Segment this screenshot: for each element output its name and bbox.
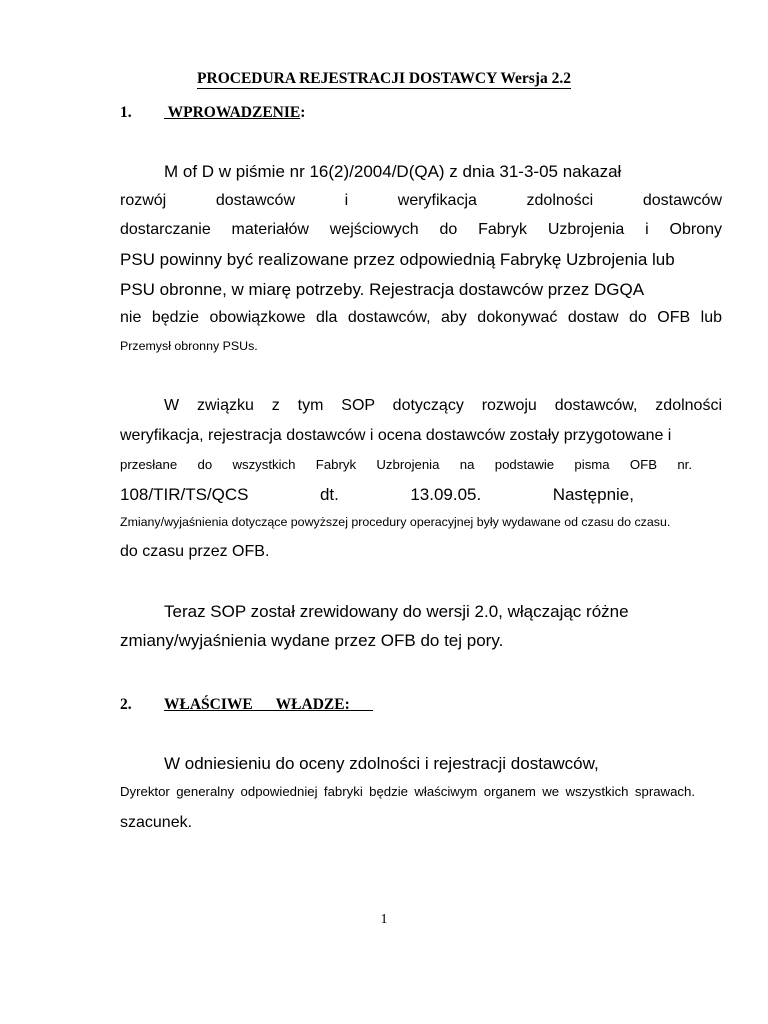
para-2-line-2: weryfikacja, rejestracja dostawców i ocena dostawców zostały przygotowane i [120, 427, 672, 444]
para-1-line-5: PSU obronne, w miarę potrzeby. Rejestracja dostawców przez DGQA [120, 280, 645, 299]
section-2-title: WŁAŚCIWE WŁADZE: [164, 696, 374, 713]
letter-next: Następnie, [552, 485, 634, 504]
title-version: Wersja 2.2 [496, 70, 571, 87]
para-2-line-5: Zmiany/wyjaśnienia dotyczące powyższej procedury operacyjnej były wydawane od czasu do czasu. [120, 515, 671, 529]
title-main: PROCEDURA REJESTRACJI DOSTAWCY Wersja 2.2 [197, 70, 571, 87]
para-1-line-4: PSU powinny być realizowane przez odpowiednią Fabrykę Uzbrojenia lub [120, 250, 675, 269]
section-1-title: WPROWADZENIE [164, 104, 301, 121]
letter-dt: dt. [319, 485, 339, 504]
para-2-line-4 [120, 485, 722, 505]
para-2-tabbed-row [120, 485, 634, 505]
section-2-heading [120, 696, 373, 714]
para-1-line-2: rozwój dostawców i weryfikacja zdolności dostawców [120, 192, 722, 209]
section-1-heading [120, 104, 305, 122]
letter-date: 13.09.05. [410, 485, 482, 504]
section-1-colon: : [300, 104, 306, 121]
para-4-line-3: szacunek. [120, 814, 193, 831]
para-1-line-3: dostarczanie materiałów wejściowych do Fabryk Uzbrojenia i Obrony [120, 221, 722, 238]
para-3-line-2: zmiany/wyjaśnienia wydane przez OFB do tej pory. [120, 631, 504, 650]
para-4-line-1: W odniesieniu do oceny zdolności i rejestracji dostawców, [164, 754, 599, 773]
para-2-line-6: do czasu przez OFB. [120, 543, 270, 560]
para-1-line-6: nie będzie obowiązkowe dla dostawców, aby dokonywać dostaw do OFB lub [120, 309, 722, 326]
section-1-number: 1. [120, 104, 132, 121]
para-2-line-1: W związku z tym SOP dotyczący rozwoju dostawców, zdolności [164, 397, 722, 414]
section-2-number: 2. [120, 696, 132, 713]
para-2-line-3: przesłane do wszystkich Fabryk Uzbrojenia na podstawie pisma OFB nr. [120, 457, 692, 472]
page-number: 1 [380, 912, 388, 927]
para-4-line-2: Dyrektor generalny odpowiedniej fabryki będzie właściwym organem we wszystkich sprawach. [120, 784, 695, 799]
para-3-line-1: Teraz SOP został zrewidowany do wersji 2.0, włączając różne [164, 602, 629, 621]
para-1-line-1: M of D w piśmie nr 16(2)/2004/D(QA) z dnia 31-3-05 nakazał [164, 162, 622, 181]
para-1-line-7: Przemysł obronny PSUs. [120, 339, 258, 353]
document-title [0, 70, 768, 88]
letter-reference: 108/TIR/TS/QCS [120, 485, 249, 504]
